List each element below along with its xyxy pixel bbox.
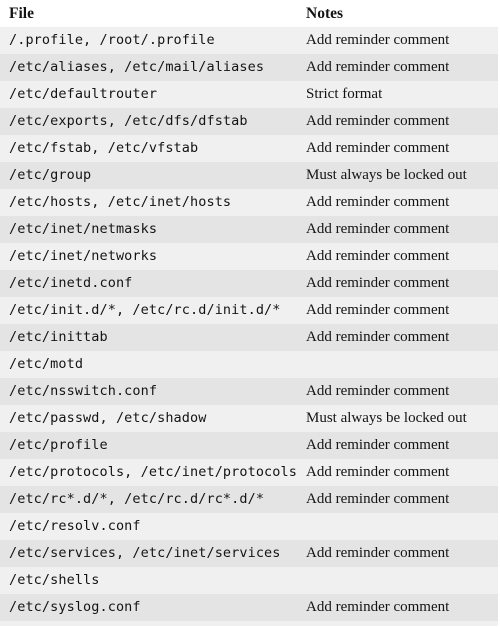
- table-row: [0, 432, 498, 459]
- file-cell: /etc/motd: [9, 356, 84, 372]
- file-cell: /etc/init.d/*, /etc/rc.d/init.d/*: [9, 302, 281, 318]
- table-row: [0, 567, 498, 594]
- notes-cell: Must always be locked out: [306, 167, 467, 183]
- file-cell: /etc/inetd.conf: [9, 275, 133, 291]
- notes-cell: Add reminder comment: [306, 383, 450, 399]
- notes-column-header: Notes: [306, 5, 344, 22]
- notes-cell: Add reminder comment: [306, 32, 450, 48]
- file-cell: /etc/profile: [9, 437, 108, 453]
- file-cell: /etc/aliases, /etc/mail/aliases: [9, 59, 265, 75]
- table-row: [0, 162, 498, 189]
- file-cell: /etc/defaultrouter: [9, 86, 158, 102]
- table-row: [0, 108, 498, 135]
- table-row: [0, 324, 498, 351]
- file-cell: /etc/passwd, /etc/shadow: [9, 410, 207, 426]
- file-cell: /etc/services, /etc/inet/services: [9, 545, 281, 561]
- table-row: [0, 540, 498, 567]
- table-row: [0, 513, 498, 540]
- table-row: [0, 405, 498, 432]
- table-row: [0, 459, 498, 486]
- file-cell: /etc/syslog.conf: [9, 599, 141, 615]
- notes-cell: Add reminder comment: [306, 140, 450, 156]
- table-row: [0, 351, 498, 378]
- file-cell: /etc/inittab: [9, 329, 108, 345]
- table-row: [0, 216, 498, 243]
- notes-cell: Add reminder comment: [306, 275, 450, 291]
- table-row: [0, 135, 498, 162]
- notes-cell: Add reminder comment: [306, 221, 450, 237]
- file-cell: /etc/nsswitch.conf: [9, 383, 158, 399]
- notes-cell: Add reminder comment: [306, 248, 450, 264]
- table-header-row: [0, 0, 498, 27]
- notes-cell: Add reminder comment: [306, 599, 450, 615]
- notes-cell: Add reminder comment: [306, 329, 450, 345]
- table-row: [0, 27, 498, 54]
- table-row: [0, 243, 498, 270]
- notes-cell: Add reminder comment: [306, 302, 450, 318]
- table-row: [0, 297, 498, 324]
- notes-cell: Add reminder comment: [306, 437, 450, 453]
- file-cell: /etc/shells: [9, 572, 100, 588]
- notes-cell: Add reminder comment: [306, 194, 450, 210]
- file-cell: /etc/group: [9, 167, 92, 183]
- table-row: [0, 189, 498, 216]
- file-cell: /etc/fstab, /etc/vfstab: [9, 140, 199, 156]
- notes-cell: Strict format: [306, 86, 383, 102]
- notes-cell: Add reminder comment: [306, 464, 450, 480]
- file-cell: /etc/inet/netmasks: [9, 221, 158, 237]
- file-column-header: File: [9, 5, 34, 22]
- table-row: [0, 270, 498, 297]
- file-cell: /etc/rc*.d/*, /etc/rc.d/rc*.d/*: [9, 491, 265, 507]
- notes-cell: Must always be locked out: [306, 410, 467, 426]
- file-cell: /etc/resolv.conf: [9, 518, 141, 534]
- notes-cell: Add reminder comment: [306, 113, 450, 129]
- table-row: [0, 486, 498, 513]
- table-row: [0, 594, 498, 621]
- notes-cell: Add reminder comment: [306, 545, 450, 561]
- file-cell: /etc/protocols, /etc/inet/protocols: [9, 464, 297, 480]
- table-row: [0, 81, 498, 108]
- table-row: [0, 54, 498, 81]
- file-cell: /etc/inet/networks: [9, 248, 158, 264]
- table-row: [0, 378, 498, 405]
- notes-cell: Add reminder comment: [306, 59, 450, 75]
- file-cell: /etc/exports, /etc/dfs/dfstab: [9, 113, 248, 129]
- file-cell: /etc/hosts, /etc/inet/hosts: [9, 194, 232, 210]
- notes-cell: Add reminder comment: [306, 491, 450, 507]
- file-cell: /.profile, /root/.profile: [9, 32, 215, 48]
